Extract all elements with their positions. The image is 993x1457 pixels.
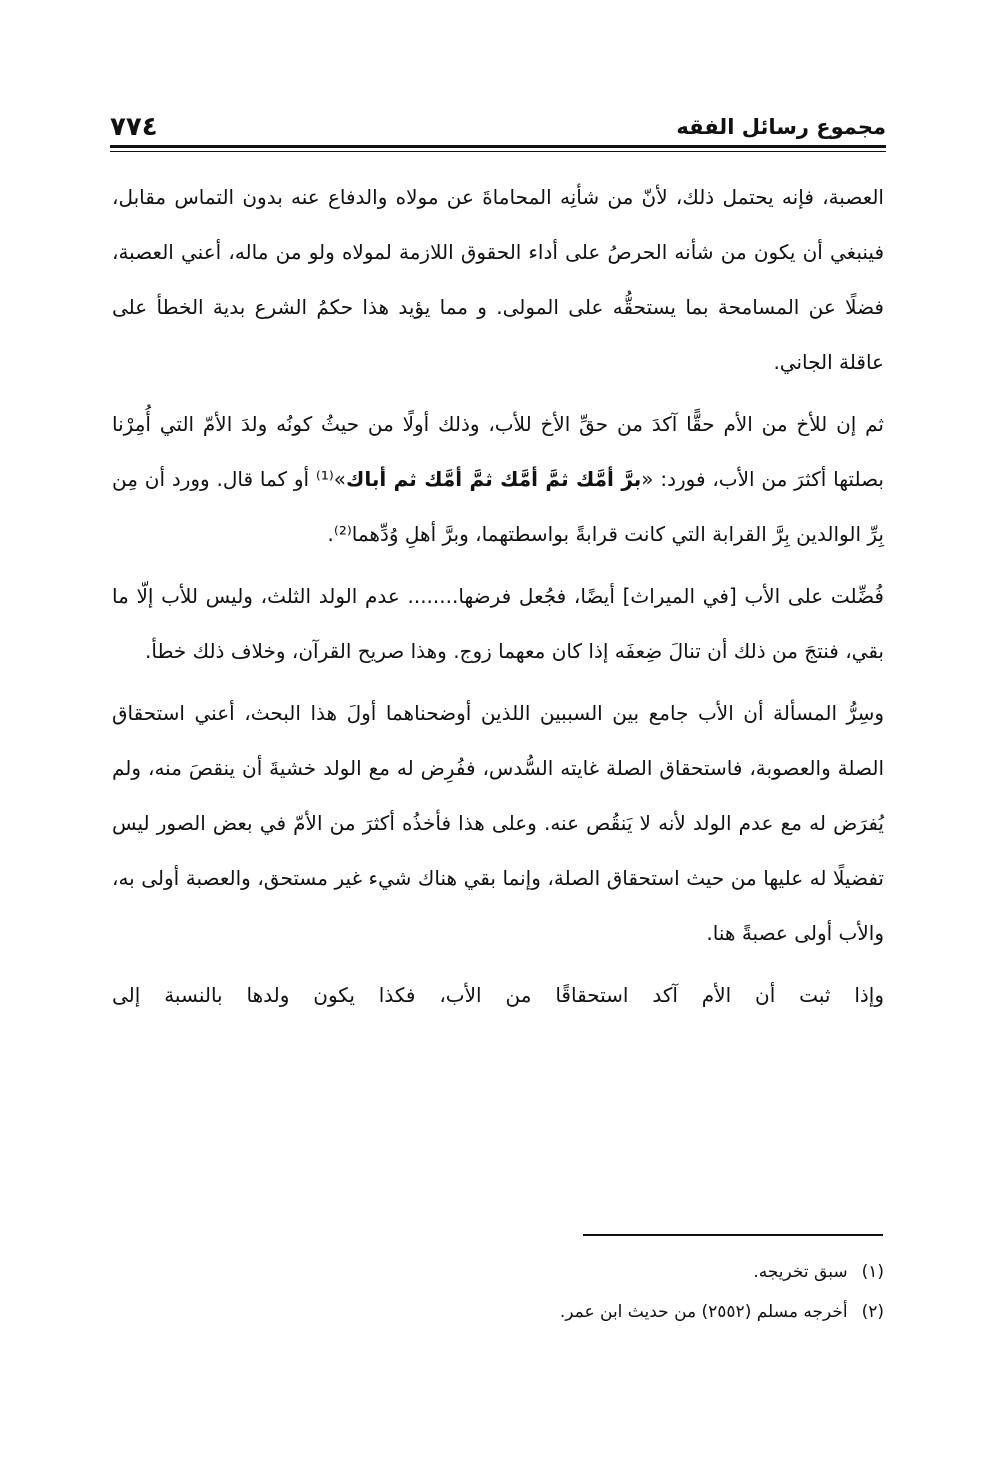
paragraph-4: وسِرُّ المسألة أن الأب جامع بين السببين اللذين أوضحناهما أولَ هذا البحث، أعني استحقاق الصلة والعصوبة، فاستحقاق الصلة غايته السُّدس، ففُرِض له مع الولد خشيةَ أن ينقصَ منه، ولم يُفرَض له مع عدم الولد لأنه لا يَنقُص عنه. وعلى هذا فأخذُه أكثرَ من الأمّ في بعض الصور ليس تفضيلًا له عليها من حيث استحقاق الصلة، وإنما بقي هناك شيء غير مستحق، والعصبة أولى به، والأب أولى عصبةً هنا. [112, 701, 884, 945]
paragraph-1: العصبة، فإنه يحتمل ذلك، لأنّ من شأنِه المحاماةَ عن مولاه والدفاع عنه بدون التماس مقابل، فينبغي أن يكون من شأنه الحرصُ على أداء الحقوق اللازمة لمولاه ولو من ماله، أعني العصبة، فضلًا عن المسامحة بما يستحقُّه على المولى. و مما يؤيد هذا حكمُ الشرع بدية الخطأ على عاقلة الجاني. [112, 185, 884, 374]
page-header [110, 108, 886, 142]
footnote-text: سبق تخريجه. [753, 1262, 848, 1282]
footnotes [112, 1252, 884, 1332]
paragraph-5: وإذا ثبت أن الأم آكد استحقاقًا من الأب، فكذا يكون ولدها بالنسبة إلى [112, 983, 884, 1007]
paragraph-2 [112, 397, 884, 562]
main-text [112, 170, 884, 1030]
footnote-marker: (٢) [861, 1302, 884, 1322]
book-title: مجموع رسائل الفقه [676, 115, 886, 139]
page-number: ٧٧٤ [110, 112, 158, 142]
paragraph-2-part-b: »⁽¹⁾ أو كما قال. وورد أن مِن بِرِّ الوالدين بِرَّ القرابة التي كانت قرابةً بواسطتهما، وبرَّ أهلِ وُدِّهما⁽²⁾. [112, 467, 884, 546]
footnote-1 [112, 1252, 884, 1292]
header-rule-thick [110, 145, 886, 148]
hadith-quote: برَّ أمَّك ثمَّ أمَّك ثمَّ أمَّك ثم أباك [346, 467, 642, 491]
footnote-marker: (١) [861, 1262, 884, 1282]
paragraph-2-part-a: ثم إن للأخ من الأم حقًّا آكدَ من حقِّ الأخ للأب، وذلك أولًا من حيثُ كونُه ولدَ الأمّ التي أُمِرْنا بصلتها أكثرَ من الأب، فورد: « [112, 412, 885, 491]
header-rule-thin [110, 151, 886, 152]
footnote-rule [583, 1234, 883, 1236]
footnote-2 [112, 1292, 884, 1332]
footnote-text: أخرجه مسلم (٢٥٥٢) من حديث ابن عمر. [559, 1302, 848, 1322]
paragraph-3: فُضِّلت على الأب [في الميراث] أيضًا، فجُعل فرضها........ عدم الولد الثلث، وليس للأب إلّا ما بقي، فنتجَ من ذلك أن تنالَ ضِعفَه إذا كان معهما زوج. وهذا صريح القرآن، وخلاف ذلك خطأ. [112, 584, 884, 663]
